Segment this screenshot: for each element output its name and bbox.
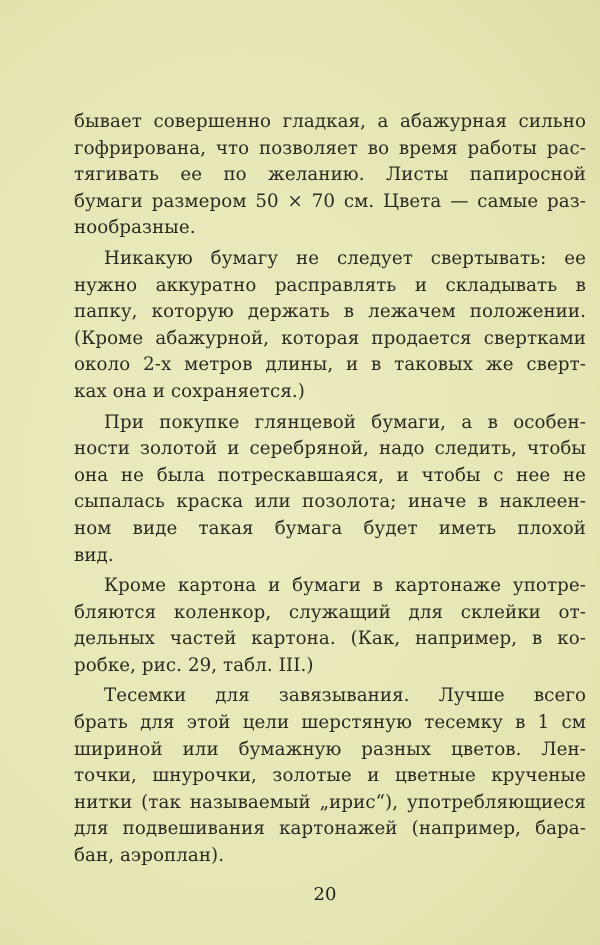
text-line: для подвешивания картонажей (например, бара-	[74, 818, 586, 840]
text-line: около 2-х метров длины, и в таковых же сверт-	[74, 354, 586, 376]
text-line: (Кроме абажурной, которая продается свертками	[74, 327, 586, 349]
text-line: робке, рис. 29, табл. III.)	[74, 654, 314, 676]
text-line: Тесемки для завязывания. Лучше всего	[104, 685, 586, 707]
paragraph-continuation	[74, 109, 586, 242]
text-line: папку, которую держать в лежачем положении.	[74, 301, 586, 323]
page-body	[74, 109, 586, 870]
text-line: она не была потрескавшаяся, и чтобы с нее не	[74, 464, 586, 486]
text-line: вид.	[74, 544, 114, 566]
text-line: нужно аккуратно расправлять и складывать в	[74, 274, 586, 296]
paragraph-ribbons	[74, 683, 586, 869]
text-line: сыпалась краска или позолота; иначе в наклеен-	[74, 491, 586, 513]
text-line: тягивать ее по желанию. Листы папиросной	[74, 164, 586, 186]
paragraph-no-rolling	[74, 246, 586, 406]
text-line: Кроме картона и бумаги в картонаже употре-	[104, 575, 586, 597]
paragraph-glossy-paper	[74, 410, 586, 570]
text-line: ности золотой и серебряной, надо следить, чтобы	[74, 438, 586, 460]
text-line: нитки (так называемый „ирис“), употребляющиеся	[74, 791, 586, 813]
text-line: нообразные.	[74, 217, 196, 239]
page-number: 20	[313, 884, 337, 905]
text-line: бляются коленкор, служащий для склейки от-	[74, 601, 586, 623]
text-line: Никакую бумагу не следует свертывать: ее	[104, 247, 586, 269]
text-line: ном виде такая бумага будет иметь плохой	[74, 517, 586, 539]
paragraph-calico	[74, 573, 586, 679]
text-line: бумаги размером 50 × 70 см. Цвета — самые раз-	[74, 190, 586, 212]
text-line: дельных частей картона. (Как, например, в ко-	[74, 628, 586, 650]
text-line: ках она и сохраняется.)	[74, 380, 305, 402]
text-line: шириной или бумажную разных цветов. Лен-	[74, 738, 586, 760]
text-line: гофрирована, что позволяет во время работы рас-	[74, 137, 586, 159]
text-line: точки, шнурочки, золотые и цветные крученые	[74, 765, 586, 787]
text-line: При покупке глянцевой бумаги, а в особен-	[104, 411, 586, 433]
text-line: бывает совершенно гладкая, а абажурная сильно	[74, 111, 586, 132]
text-line: брать для этой цели шерстяную тесемку в 1 см	[74, 712, 586, 734]
text-line: бан, аэроплан).	[74, 845, 225, 867]
